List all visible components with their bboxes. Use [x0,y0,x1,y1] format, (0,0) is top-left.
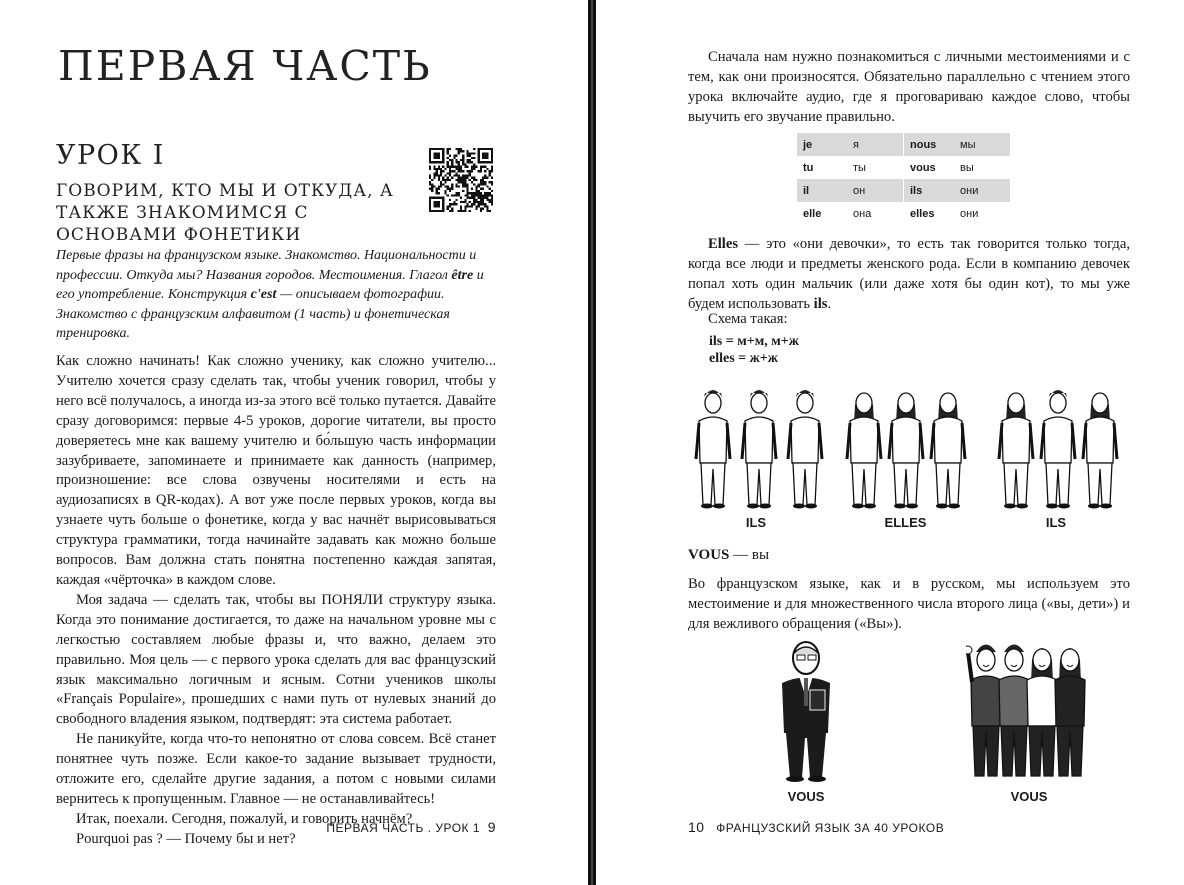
elles-paragraph: Elles — это «они девочки», то есть так говорится только тогда, когда все люди и предметы женского рода. Если в компанию девочек попал хоть один мальчик (или даже хотя бы один кот), то мы уже будем использовать ils. [688,236,1130,312]
scheme-label: Схема такая: [708,311,788,327]
table-row [797,202,1010,225]
pronoun-ru: ты [853,161,866,174]
pronoun-ru: они [960,207,979,220]
gender-formula [709,333,799,367]
group-illustration-ils-mixed [996,383,1121,511]
paragraph: Как сложно начинать! Как сложно ученику, как сложно учителю... Учителю хочется сразу сделать так, чтобы ученик говорил, чтобы у него всё получалось, а иногда из-за этого всё только путается. Давайте сразу договоримся: первые 4-5 уроков, дорогие читатели, вы просто доверяетесь мне как вашему учителю и бо́льшую часть информации зазубриваете, запоминаете и принимаете как данность (например, произношение: все слова озвучены носителями и есть на аудиозаписях в QR-кодах). А вот уже после первых уроков, когда вы узнаете чуть больше о фонетике, когда у вас начнёт вырисовываться структура грамматики, тогда начинайте задавать как можно больше вопросов. Вам должна стать понятна постепенно каждая запятая, каждая «чёрточка» в каждом слове. [56,353,496,588]
page-number: 9 [487,819,496,835]
right-page [596,0,1184,885]
intro-paragraph: Сначала нам нужно познакомиться с личными местоимениями и с тем, как они произносятся. Обязательно параллельно с чтением этого урока включайте аудио, где я проговариваю каждое слово, чтобы выучить его звучание правильно. [688,49,1130,125]
pronoun-fr: nous [904,133,955,156]
figure-label: ILS [1045,515,1067,530]
formula-ils: ils = м+м, м+ж [709,334,799,349]
figure-label: VOUS [1010,789,1048,804]
vous-heading: VOUS — вы [688,547,770,563]
lesson-subtitle: ГОВОРИМ, КТО МЫ И ОТКУДА, А ТАКЖЕ ЗНАКОМИМСЯ С ОСНОВАМИ ФОНЕТИКИ [56,181,394,245]
figure-label: VOUS [787,789,825,804]
left-page [0,0,588,885]
illustration-formal-vous [766,638,846,783]
pronoun-ru: мы [954,133,1010,156]
table-row [797,133,1010,156]
group-illustration-elles [844,383,969,511]
qr-code-icon[interactable] [429,148,493,212]
body-text [56,352,496,850]
paragraph: Моя задача — сделать так, чтобы вы ПОНЯЛИ структуру языка. Когда это понимание достигается, то даже на начальном уровне мы с легкостью составляем любые фразы и, что важно, делаем это правильно. Моя цель — с первого урока сделать для вас французский язык максимально логичным и ясным. Сотни учеников школы «Français Populaire», прошедших с нами путь от нулевых знаний до свободного владения языком, подтвердят: эта система работает. [56,591,496,728]
pronoun-fr: vous [904,156,955,179]
part-title: ПЕРВАЯ ЧАСТЬ [58,42,432,90]
pronoun-ru: вы [960,161,974,174]
table-row [797,156,1010,179]
paragraph: Не паникуйте, когда что-то непонятно от слова совсем. Всё станет понятнее чуть позже. Если какое-то задание вызывает трудности, отложите его, сделайте другие задания, а потом с новыми силами вернитесь к пропущенным. Главное — не останавливайтесь! [56,731,496,807]
pronoun-ru: они [954,179,1010,202]
running-head-left: ПЕРВАЯ ЧАСТЬ . УРОК 1 9 [326,819,496,835]
book-gutter [588,0,596,885]
pronoun-fr: ils [904,179,955,202]
running-head-right: 10 ФРАНЦУЗСКИЙ ЯЗЫК ЗА 40 УРОКОВ [688,819,945,835]
lesson-title: УРОК I [56,140,165,171]
lesson-intro: Первые фразы на французском языке. Знакомство. Национальности и профессии. Откуда мы? Названия городов. Местоимения. Глагол être и его употребление. Конструкция c'est — описываем фотографии. Знакомство с французским алфавитом (1 часть) и фонетическая тренировка. [56,248,484,341]
vous-paragraph: Во французском языке, как и в русском, мы используем это местоимение и для множественного числа второго лица («вы, дети») и для вежливого обращения («Вы»). [688,576,1130,632]
pronoun-ru: он [847,179,904,202]
table-row [797,179,1010,202]
page-number: 10 [688,819,705,835]
pronoun-fr: elle [803,207,822,220]
illustration-group-vous [966,638,1096,783]
pronoun-fr: tu [803,161,814,174]
pronoun-fr: je [797,133,847,156]
group-illustration-ils-men [691,383,831,511]
paragraph: Pourquoi pas ? — Почему бы и нет? [76,830,296,847]
pronoun-ru: я [847,133,904,156]
pronoun-ru: она [853,207,872,220]
paragraph: Итак, поехали. Сегодня, пожалуй, и говорить начнём? [76,810,413,827]
pronoun-fr: il [797,179,847,202]
pronoun-table [797,133,1010,225]
formula-elles: elles = ж+ж [709,351,778,366]
pronoun-fr: elles [904,202,955,225]
figure-label: ELLES [884,515,927,530]
figure-label: ILS [745,515,767,530]
